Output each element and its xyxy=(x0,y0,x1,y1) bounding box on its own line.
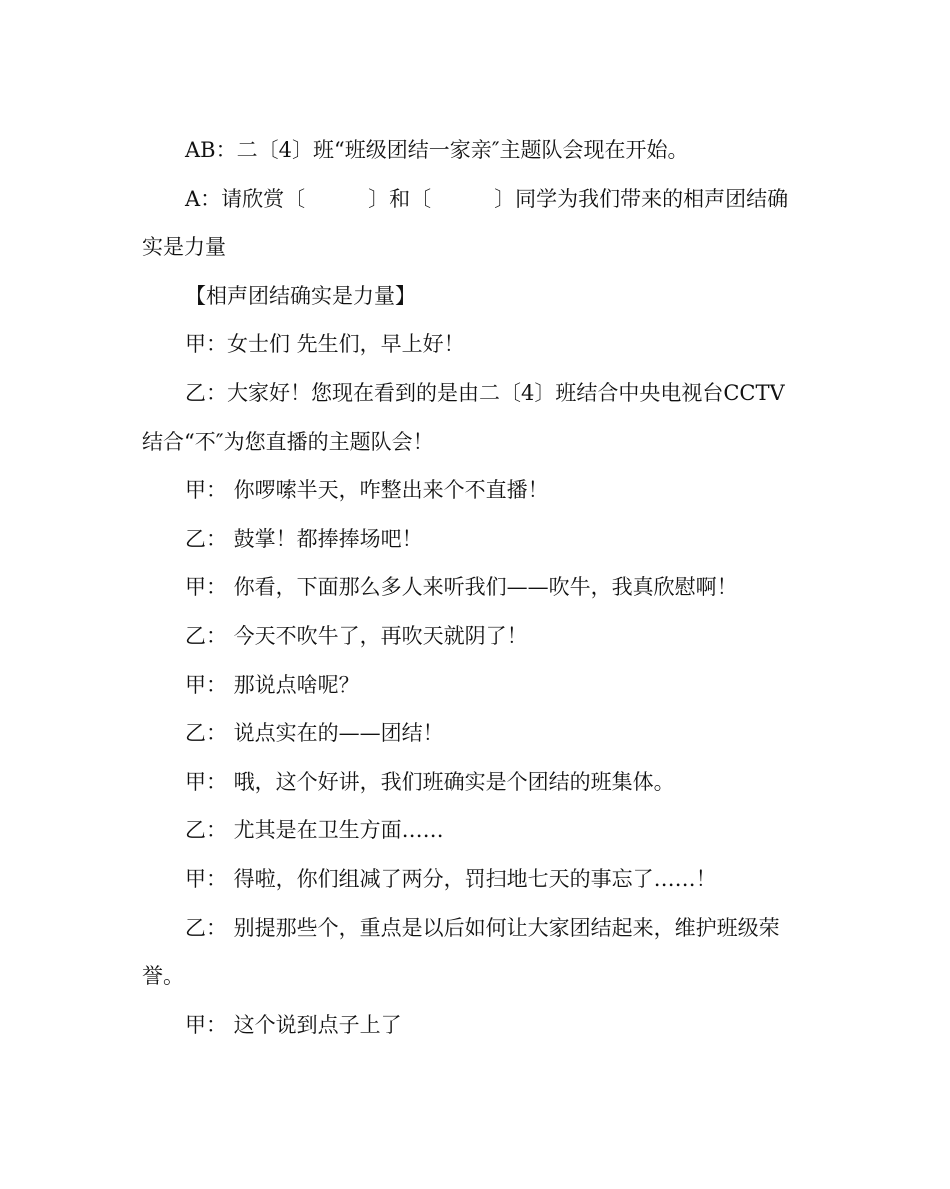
dialogue-line: 乙： 说点实在的——团结！ xyxy=(185,721,444,746)
dialogue-line: 乙： 鼓掌！都捧捧场吧！ xyxy=(185,526,423,551)
document-body xyxy=(142,126,802,1049)
dialogue-line: 甲： 那说点啥呢？ xyxy=(185,672,360,697)
dialogue-line: 甲： 这个说到点子上了 xyxy=(185,1012,402,1037)
opening-line: AB：二〔4〕班“班级团结一家亲″主题队会现在开始。 xyxy=(185,138,689,162)
dialogue-line: 甲： 得啦，你们组减了两分，罚扫地七天的事忘了……！ xyxy=(185,866,717,891)
dialogue-line: 乙： 尤其是在卫生方面…… xyxy=(185,818,444,843)
dialogue-line: 乙： 别提那些个，重点是以后如何让大家团结起来，维护班级荣誉。 xyxy=(142,915,780,989)
dialogue-line: 甲： 哦，这个好讲，我们班确实是个团结的班集体。 xyxy=(185,769,675,794)
dialogue-line: 甲： 你啰嗦半天，咋整出来个不直播！ xyxy=(185,478,549,503)
section-title: 【相声团结确实是力量】 xyxy=(185,283,416,308)
introduction-line: A：请欣赏〔 〕和〔 〕同学为我们带来的相声团结确实是力量 xyxy=(142,186,789,260)
dialogue-line: 乙：大家好！您现在看到的是由二〔4〕班结合中央电视台CCTV结合“不″为您直播的主题队会！ xyxy=(142,380,785,454)
dialogue-line: 乙： 今天不吹牛了，再吹天就阴了！ xyxy=(185,623,528,648)
dialogue-line: 甲：女士们 先生们，早上好！ xyxy=(185,332,465,357)
dialogue-line: 甲： 你看，下面那么多人来听我们——吹牛，我真欣慰啊！ xyxy=(185,575,738,600)
